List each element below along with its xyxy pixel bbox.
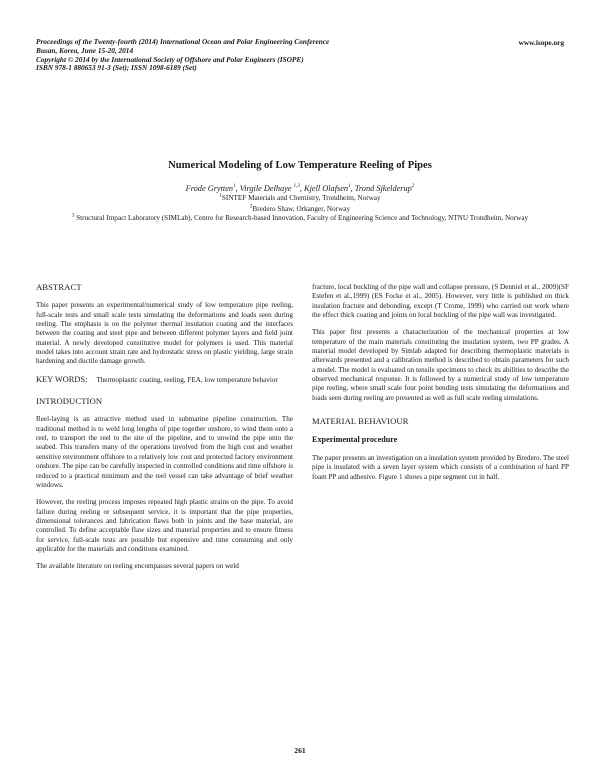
affiliation <box>0 194 600 203</box>
author-name: Frode Grytten <box>185 184 234 193</box>
introduction-paragraph: The available literature on reeling encompasses several papers on weld <box>36 562 239 571</box>
header-line: ISBN 978-1 880653 91-3 (Set); ISSN 1098-6189 (Set) <box>36 63 197 73</box>
author-name: Virgile Delhaye <box>239 184 292 193</box>
body-paragraph: The paper presents an investigation on a insulation system provided by Bredero. The steel pipe is insulated with a seven layer system which consists of a combination of hard PP foam PP and adhesive. Figure 1 shows a pipe segment cut in half. <box>312 453 569 481</box>
affiliation-sup: 2 <box>249 204 253 210</box>
affiliation <box>0 205 600 214</box>
website-link[interactable]: www.isope.org <box>518 38 564 47</box>
author-sup: 1,3 <box>293 184 300 190</box>
header-line: Busan, Korea, June 15-20, 2014 <box>36 45 134 55</box>
author-sup: 1 <box>233 184 236 190</box>
affiliation <box>40 214 560 223</box>
page-number: 261 <box>294 746 306 755</box>
abstract-text: This paper presents an experimental/numerical study of low temperature pipe reeling, full-scale tests and small scale tests simulating the deformations and loads seen during reeling. The emphasis is on the polymer thermal insulation coating and the interfaces between the coating and steel pipe and between different polymer layers and field joint material. A newly developed constitutive model for polymers is used. This material model takes into account strain rate and hydrostatic stress on plastic yielding, large strain hardening and ductile damage growth. <box>36 301 293 366</box>
body-paragraph: This paper first presents a characterization of the mechanical properties at low temperature of the main materials constituting the insulation system, two PP grades. A material model developed by Simlab adapted for describing thermoplastic materials is afterwards presented and a calibration method is described to obtain parameters for such a model. The model is evaluated on tensile specimens to check its abilities to describe the observed mechanical response. It is followed by a numerical study of low temperature pipe reeling, where small scale four point bending tests simulating the deformations and loads seen during reeling are presented as well as full scale reeling simulations. <box>312 328 569 402</box>
abstract-heading: ABSTRACT <box>36 282 82 292</box>
affiliation-sup: 3 <box>71 213 75 219</box>
affiliation-sup: 1 <box>219 193 222 199</box>
proceedings-header <box>36 38 436 73</box>
left-column <box>36 283 293 580</box>
experimental-procedure-heading: Experimental procedure <box>312 435 398 445</box>
affiliation-text: Bredero Shaw, Orkanger, Norway <box>252 205 351 213</box>
paper-title: Numerical Modeling of Low Temperature Reeling of Pipes <box>168 160 432 171</box>
body-paragraph: fracture, local buckling of the pipe wall and collapse pressure, (S Denniel et al., 2009)(SF Estefen et al.,1999) (ES Focke et al., 2005). However, very little is published on thick insulation fracture and debonding, except (T Crome, 1999) who carried out work where the effect thick coating and joints on local buckling of the pipe wall was investigated. <box>312 283 569 320</box>
header-line: Copyright © 2014 by the International Society of Offshore and Polar Engineers (ISOPE) <box>36 54 304 64</box>
affiliation-text: SINTEF Materials and Chemistry, Trondheim, Norway <box>221 194 381 202</box>
introduction-paragraph: Reel-laying is an attractive method used in submarine pipeline construction. The traditional method is to weld long lengths of pipe together onshore, to wind them onto a reel, to transport the reel to the site of the pipeline, and to unwind the pipe onto the seabed. This transfers many of the operations involved from the high cost and weather sensitive environment offshore to a relatively low cost and protected factory environment onshore. The pipe can be carefully inspected in controlled conditions and time offshore is reduced to a practical minimum and the reel vessel can take advantage of brief weather windows. <box>36 415 293 489</box>
author-sup: 2 <box>411 184 415 190</box>
introduction-paragraph: However, the reeling process imposes repeated high plastic strains on the pipe. To avoid failure during reeling or subsequent service, it is important that the pipe properties, dimensional tolerances and fabrication flaws both in joints and the base material, are controlled. To define acceptable flaw sizes and material properties and to ensure fitness for service, full-scale tests are possible but expensive and time consuming and only applicable for the materials and conditions examined. <box>36 498 293 553</box>
affiliation-text: Structural Impact Laboratory (SIMLab), Centre for Research-based Innovation, Faculty of Engineering Science and Technology, NTNU Trondheim, Norway <box>74 214 529 222</box>
keywords-text: Thermoplastic coating, reeling, FEA, low temperature behavior <box>96 375 278 384</box>
author-sup: 1 <box>348 184 351 190</box>
author-name: Trond Sjkelderup <box>354 184 412 193</box>
introduction-heading: INTRODUCTION <box>36 396 103 407</box>
header-line: Proceedings of the Twenty-fourth (2014) International Ocean and Polar Engineering Conference <box>36 37 330 46</box>
keywords-label: KEY WORDS: <box>36 374 88 384</box>
author-list: Frode Grytten$^1$, Virgile Delhaye $^{1,3}$, Kjell Olafsen$^1$, Trond Sjkelderup$^2$ <box>185 184 415 193</box>
right-column <box>312 283 569 490</box>
material-behaviour-heading: MATERIAL BEHAVIOUR <box>312 416 409 427</box>
keywords <box>36 375 293 385</box>
author-name: Kjell Olafsen <box>304 184 349 193</box>
